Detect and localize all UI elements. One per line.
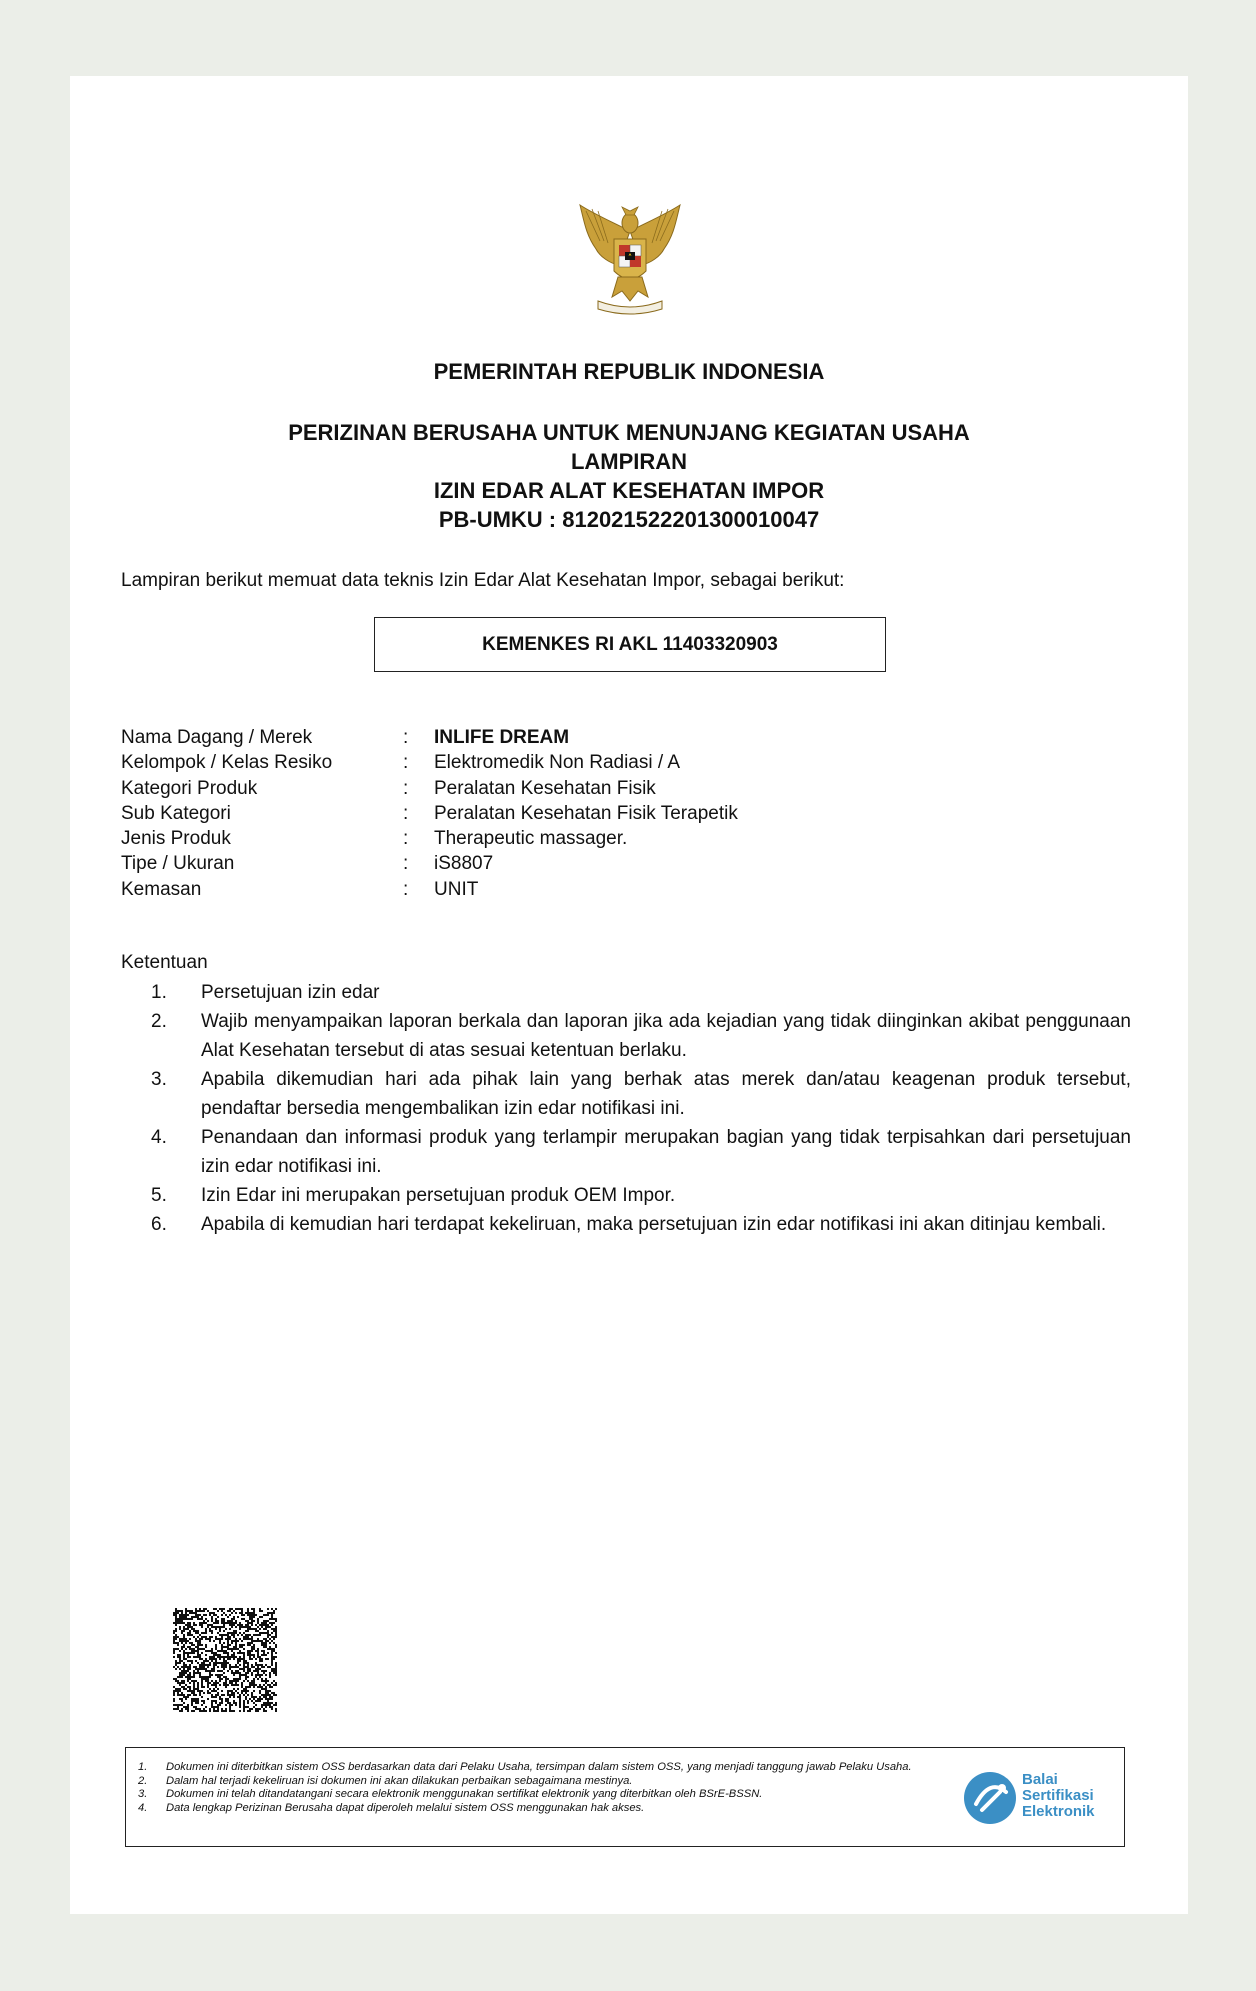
detail-row: [121, 851, 738, 876]
detail-value: Peralatan Kesehatan Fisik: [434, 777, 656, 799]
bsre-line-3: Elektronik: [1022, 1803, 1095, 1820]
title-line-3: IZIN EDAR ALAT KESEHATAN IMPOR: [433, 478, 825, 503]
detail-colon: :: [403, 828, 409, 850]
bsre-brand: [962, 1768, 1122, 1828]
detail-row: [121, 826, 738, 851]
title-line-2: LAMPIRAN: [570, 449, 688, 474]
detail-row: [121, 750, 738, 775]
list-item: [121, 1007, 1131, 1065]
note-number: 2.: [138, 1774, 148, 1787]
item-text: Apabila dikemudian hari ada pihak lain yang berhak atas merek dan/atau keagenan produk tersebut, pendaftar bersedia mengembalikan izin edar notifikasi ini.: [201, 1069, 1131, 1119]
detail-colon: :: [403, 802, 409, 824]
detail-label: Kategori Produk: [121, 777, 258, 799]
detail-colon: :: [403, 777, 409, 799]
document-page: [70, 76, 1188, 1914]
product-details: [121, 725, 738, 902]
government-title: PEMERINTAH REPUBLIK INDONESIA: [433, 359, 825, 384]
garuda-emblem-icon: [570, 201, 690, 321]
detail-colon: :: [403, 727, 409, 748]
detail-row: [121, 725, 738, 750]
bsre-wordmark: [1022, 1772, 1095, 1820]
item-text: Penandaan dan informasi produk yang terlampir merupakan bagian yang tidak terpisahkan dari persetujuan izin edar notifikasi ini.: [201, 1127, 1131, 1177]
detail-label: Jenis Produk: [121, 828, 231, 850]
detail-value: Therapeutic massager.: [434, 828, 628, 850]
akl-number: KEMENKES RI AKL 11403320903: [482, 633, 778, 655]
list-item: [121, 1181, 1131, 1210]
detail-row: [121, 877, 738, 902]
footer-note: [138, 1761, 958, 1775]
detail-label: Tipe / Ukuran: [121, 853, 235, 875]
item-number: 6.: [151, 1214, 167, 1235]
note-number: 3.: [138, 1788, 148, 1800]
detail-label: Kelompok / Kelas Resiko: [121, 752, 333, 774]
intro-text: Lampiran berikut memuat data teknis Izin Edar Alat Kesehatan Impor, sebagai berikut:: [121, 570, 845, 591]
footer-notes-box: [125, 1747, 1125, 1847]
pb-umku-number: PB-UMKU : 812021522201300010047: [438, 507, 820, 532]
bsre-line-2: Sertifikasi: [1022, 1787, 1094, 1804]
item-number: 3.: [151, 1069, 167, 1090]
item-text: Izin Edar ini merupakan persetujuan produk OEM Impor.: [201, 1185, 676, 1206]
ketentuan-title: Ketentuan: [121, 952, 208, 973]
document-title-block: [70, 418, 1188, 534]
title-line-1: PERIZINAN BERUSAHA UNTUK MENUNJANG KEGIATAN USAHA: [288, 420, 970, 445]
list-item: [121, 1123, 1131, 1181]
detail-label: Nama Dagang / Merek: [121, 727, 313, 748]
note-text: Dokumen ini diterbitkan sistem OSS berdasarkan data dari Pelaku Usaha, tersimpan dalam sistem OSS, yang menjadi tanggung jawab Pelaku Usaha.: [166, 1761, 912, 1773]
item-number: 4.: [151, 1127, 167, 1148]
list-item: [121, 1210, 1131, 1239]
qr-code-icon: [173, 1608, 277, 1712]
detail-row: [121, 776, 738, 801]
note-text: Data lengkap Perizinan Berusaha dapat diperoleh melalui sistem OSS menggunakan hak akses.: [166, 1801, 645, 1814]
detail-value: iS8807: [434, 853, 494, 875]
note-text: Dalam hal terjadi kekeliruan isi dokumen ini akan dilakukan perbaikan sebagaimana mestinya.: [166, 1774, 633, 1787]
bsre-logo-icon: [962, 1770, 1018, 1826]
note-number: 4.: [138, 1801, 148, 1814]
detail-colon: :: [403, 853, 409, 875]
list-item: [121, 978, 1131, 1007]
detail-colon: :: [403, 752, 409, 774]
footer-note: [138, 1775, 958, 1789]
detail-value: UNIT: [434, 878, 479, 900]
list-item: [121, 1065, 1131, 1123]
item-text: Apabila di kemudian hari terdapat kekeliruan, maka persetujuan izin edar notifikasi ini akan ditinjau kembali.: [201, 1214, 1107, 1235]
ketentuan-list: [121, 978, 1131, 1239]
item-number: 2.: [151, 1011, 167, 1032]
akl-number-box: [374, 617, 886, 672]
item-number: 1.: [151, 982, 167, 1003]
note-text: Dokumen ini telah ditandatangani secara elektronik menggunakan sertifikat elektronik yang diterbitkan oleh BSrE-BSSN.: [166, 1788, 763, 1800]
detail-label: Sub Kategori: [121, 802, 231, 824]
detail-value: Elektromedik Non Radiasi / A: [434, 752, 681, 774]
detail-value: Peralatan Kesehatan Fisik Terapetik: [434, 802, 738, 824]
item-number: 5.: [151, 1185, 167, 1206]
bsre-line-1: Balai: [1022, 1771, 1058, 1788]
detail-label: Kemasan: [121, 878, 202, 900]
detail-colon: :: [403, 878, 409, 900]
footer-notes: [138, 1761, 958, 1815]
detail-row: [121, 801, 738, 826]
note-number: 1.: [138, 1761, 148, 1773]
footer-note: [138, 1788, 958, 1802]
item-text: Persetujuan izin edar: [201, 982, 380, 1003]
footer-note: [138, 1802, 958, 1816]
item-text: Wajib menyampaikan laporan berkala dan laporan jika ada kejadian yang tidak diinginkan akibat penggunaan Alat Kesehatan tersebut di atas sesuai ketentuan berlaku.: [201, 1011, 1131, 1061]
detail-value: INLIFE DREAM: [434, 727, 570, 748]
